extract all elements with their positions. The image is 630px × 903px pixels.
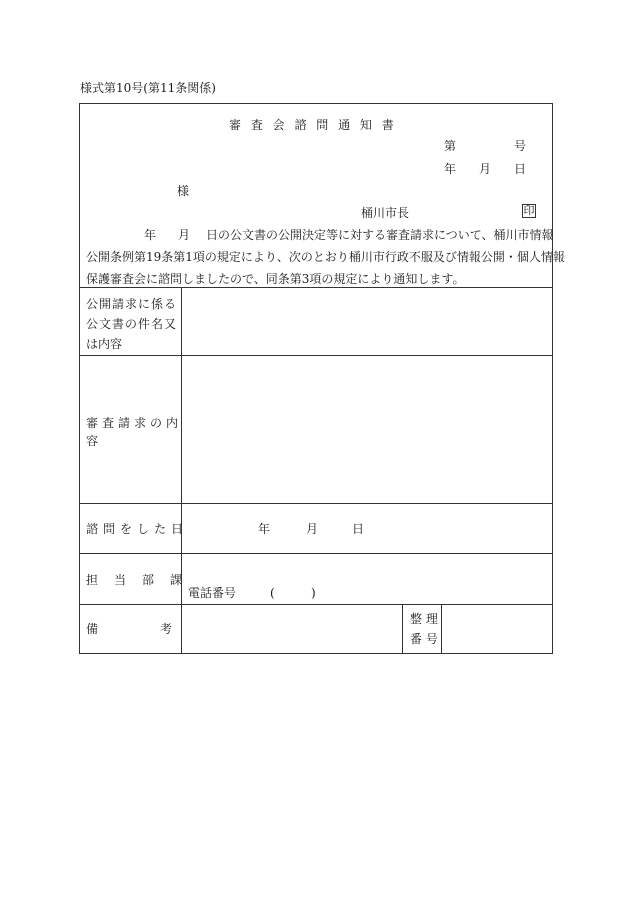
- phone-paren-close: ): [311, 586, 316, 600]
- row-review-label-2: 容: [86, 434, 99, 448]
- form-title: 審 査 会 諮 問 通 知 書: [229, 118, 397, 132]
- body-line-1: [86, 224, 554, 246]
- number-prefix: 第: [444, 139, 457, 153]
- row-subject-label-2: 公文書の件名又: [86, 317, 178, 331]
- grid-line-4: [79, 553, 553, 554]
- notice-body: [86, 224, 565, 290]
- row-review-label-1: 審査請求の内: [86, 416, 183, 430]
- body-year: 年: [144, 228, 157, 242]
- body-line-1-text: 日の公文書の公開決定等に対する審査請求について、桶川市情報: [206, 228, 554, 242]
- header-year: 年: [444, 162, 457, 176]
- form-number-label: 様式第10号(第11条関係): [80, 81, 216, 95]
- issuer-name: 桶川市長: [361, 206, 410, 220]
- row-department-label: 担当部課: [86, 573, 199, 587]
- body-month: 月: [178, 228, 191, 242]
- grid-line-5: [79, 604, 553, 605]
- grid-line-3: [79, 503, 553, 504]
- grid-col-divider: [181, 287, 182, 654]
- header-day: 日: [514, 162, 527, 176]
- grid-line-top: [79, 287, 553, 288]
- row-remarks-label: 備考: [86, 622, 235, 636]
- row-subject-label-1: 公開請求に係る: [86, 297, 178, 311]
- form-frame: [79, 103, 565, 654]
- phone-label: 電話番号: [188, 586, 237, 600]
- row-consult-date-label: 諮問をした日: [86, 522, 189, 536]
- consult-day: 日: [352, 522, 365, 536]
- org-number-label-1: 整 理: [410, 612, 438, 626]
- grid-line-2: [79, 355, 553, 356]
- phone-paren-open: (: [270, 586, 275, 600]
- body-line-2: 公開条例第19条第1項の規定により、次のとおり桶川市行政不服及び情報公開・個人情報: [86, 250, 565, 264]
- grid-col-divider-remarks: [402, 604, 403, 654]
- number-suffix: 号: [514, 139, 527, 153]
- org-number-label-2: 番 号: [410, 632, 438, 646]
- addressee-honorific: 様: [177, 184, 190, 198]
- grid-col-divider-org: [441, 604, 442, 654]
- seal-mark: 印: [523, 204, 535, 217]
- consult-month: 月: [306, 522, 319, 536]
- row-subject-label-3: は内容: [86, 337, 123, 351]
- body-line-3: 保護審査会に諮問しましたので、同条第3項の規定により通知します。: [86, 272, 465, 286]
- consult-year: 年: [258, 522, 271, 536]
- header-month: 月: [479, 162, 492, 176]
